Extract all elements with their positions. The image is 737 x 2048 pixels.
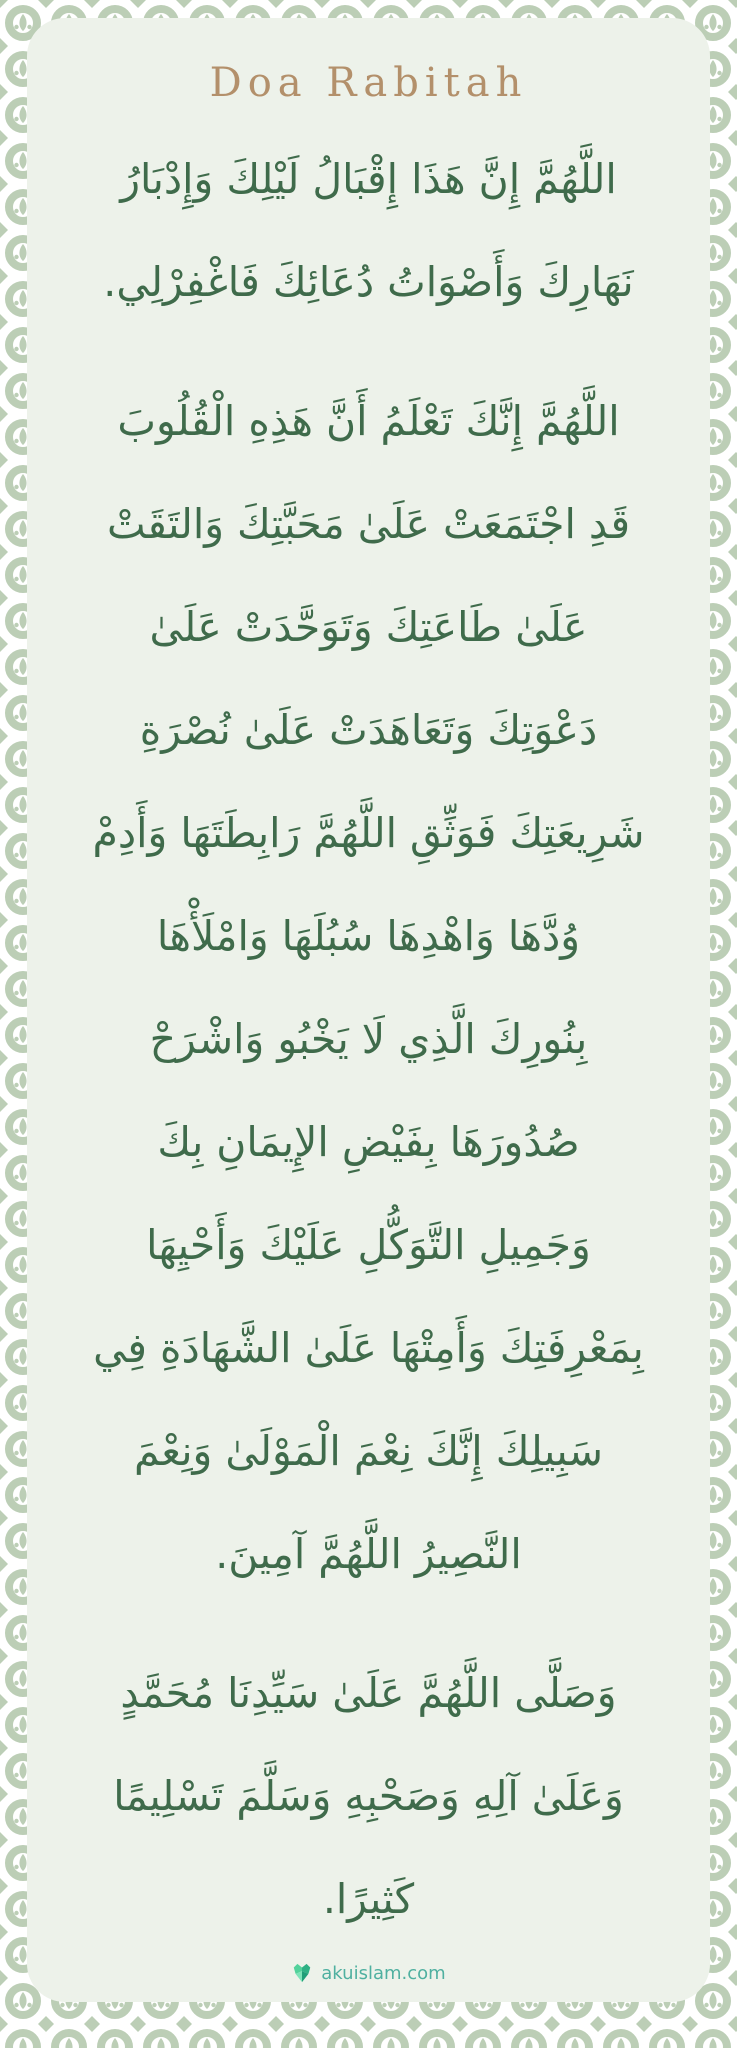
prayer-line: صُدُورَهَا بِفَيْضِ الإِيمَانِ بِكَ bbox=[157, 1118, 580, 1166]
content-panel bbox=[27, 18, 710, 2002]
prayer-line: اللَّهُمَّ إِنَّ هَذَا إِقْبَالُ لَيْلِكَ وَإِدْبَارُ bbox=[120, 155, 617, 203]
prayer-line: وَصَلَّى اللَّهُمَّ عَلَىٰ سَيِّدِنَا مُحَمَّدٍ bbox=[120, 1669, 617, 1717]
prayer-line: قَدِ اجْتَمَعَتْ عَلَىٰ مَحَبَّتِكَ وَالتَقَتْ bbox=[106, 500, 631, 548]
prayer-line: عَلَىٰ طَاعَتِكَ وَتَوَحَّدَتْ عَلَىٰ bbox=[149, 603, 588, 651]
prayer-paragraph bbox=[45, 370, 692, 1606]
prayer-line: نَهَارِكَ وَأَصْوَاتُ دُعَائِكَ فَاغْفِرْلِي. bbox=[103, 258, 634, 306]
prayer-line: وَجَمِيلِ التَّوَكُّلِ عَلَيْكَ وَأَحْيِهَا bbox=[146, 1221, 591, 1269]
prayer-line: النَّصِيرُ اللَّهُمَّ آمِينَ. bbox=[215, 1530, 522, 1578]
prayer-line: بِنُورِكَ الَّذِي لَا يَخْبُو وَاشْرَحْ bbox=[149, 1015, 588, 1063]
page-title: Doa Rabitah bbox=[209, 60, 528, 106]
prayer-line: شَرِيعَتِكَ فَوَثِّقِ اللَّهُمَّ رَابِطَتَهَا وَأَدِمْ bbox=[92, 809, 645, 857]
prayer-paragraph bbox=[45, 128, 692, 334]
prayer-line: وَعَلَىٰ آلِهِ وَصَحْبِهِ وَسَلَّمَ تَسْلِيمًا bbox=[113, 1772, 624, 1820]
prayer-paragraph bbox=[45, 1642, 692, 1951]
prayer-line: سَبِيلِكَ إِنَّكَ نِعْمَ الْمَوْلَىٰ وَنِعْمَ bbox=[134, 1427, 603, 1475]
prayer-line: اللَّهُمَّ إِنَّكَ تَعْلَمُ أَنَّ هَذِهِ الْقُلُوبَ bbox=[117, 397, 620, 445]
site-name: akuislam.com bbox=[321, 1962, 446, 1984]
footer bbox=[27, 1962, 710, 2002]
akuislam-heart-logo-icon bbox=[291, 1962, 313, 1984]
prayer-line: وُدَّهَا وَاهْدِهَا سُبُلَهَا وَامْلَأْهَا bbox=[156, 912, 581, 960]
prayer-line: كَثِيرًا. bbox=[322, 1875, 415, 1923]
prayer-text bbox=[27, 106, 710, 1962]
prayer-line: بِمَعْرِفَتِكَ وَأَمِتْهَا عَلَىٰ الشَّهَادَةِ فِي bbox=[93, 1324, 644, 1372]
prayer-line: دَعْوَتِكَ وَتَعَاهَدَتْ عَلَىٰ نُصْرَةِ bbox=[139, 706, 598, 754]
